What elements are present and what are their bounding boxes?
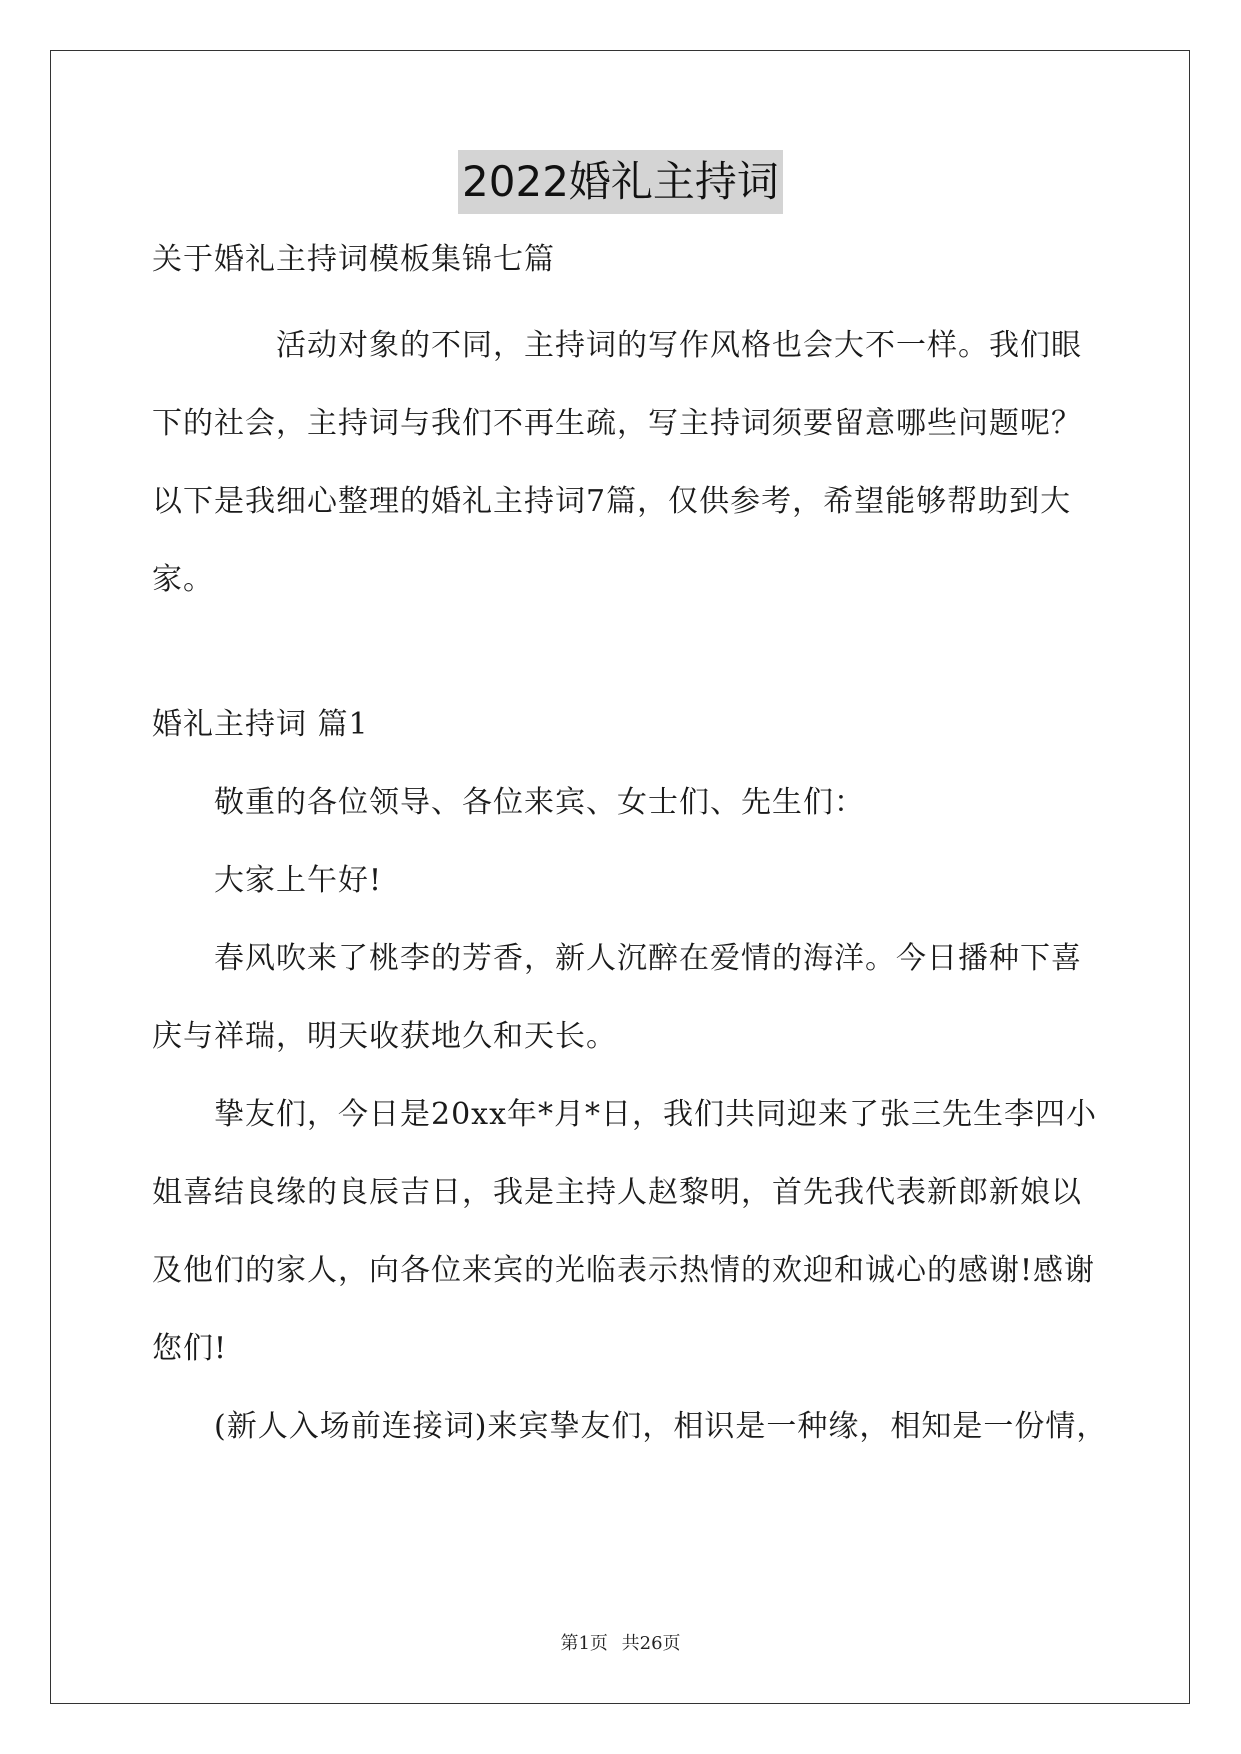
body-line: 您们! <box>152 1331 228 1366</box>
body-line: 家。 <box>152 562 214 597</box>
body-line: 敬重的各位领导、各位来宾、女士们、先生们： <box>152 785 865 820</box>
body-line: (新人入场前连接词)来宾挚友们，相识是一种缘，相知是一份情， <box>152 1409 1108 1444</box>
section-heading: 婚礼主持词 篇1 <box>152 707 369 742</box>
body-line: 姐喜结良缘的良辰吉日，我是主持人赵黎明，首先我代表新郎新娘以 <box>152 1175 1082 1210</box>
body-line: 大家上午好! <box>152 863 383 898</box>
body-line: 挚友们，今日是20xx年*月*日，我们共同迎来了张三先生李四小 <box>152 1097 1098 1132</box>
page-number: 第1页 <box>560 1633 608 1654</box>
page-total: 共26页 <box>621 1633 681 1654</box>
body-line: 活动对象的不同，主持词的写作风格也会大不一样。我们眼 <box>152 328 1082 363</box>
body-line: 下的社会，主持词与我们不再生疏，写主持词须要留意哪些问题呢？ <box>152 406 1082 441</box>
subtitle-line: 关于婚礼主持词模板集锦七篇 <box>152 242 555 277</box>
body-line: 及他们的家人，向各位来宾的光临表示热情的欢迎和诚心的感谢!感谢 <box>152 1253 1096 1288</box>
body-line: 庆与祥瑞，明天收获地久和天长。 <box>152 1019 617 1054</box>
title-container <box>0 150 1241 214</box>
body-line: 春风吹来了桃李的芳香，新人沉醉在爱情的海洋。今日播种下喜 <box>152 941 1082 976</box>
document-title: 2022婚礼主持词 <box>458 150 783 214</box>
body-line: 以下是我细心整理的婚礼主持词7篇，仅供参考，希望能够帮助到大 <box>152 484 1072 519</box>
page-footer <box>0 1632 1241 1656</box>
